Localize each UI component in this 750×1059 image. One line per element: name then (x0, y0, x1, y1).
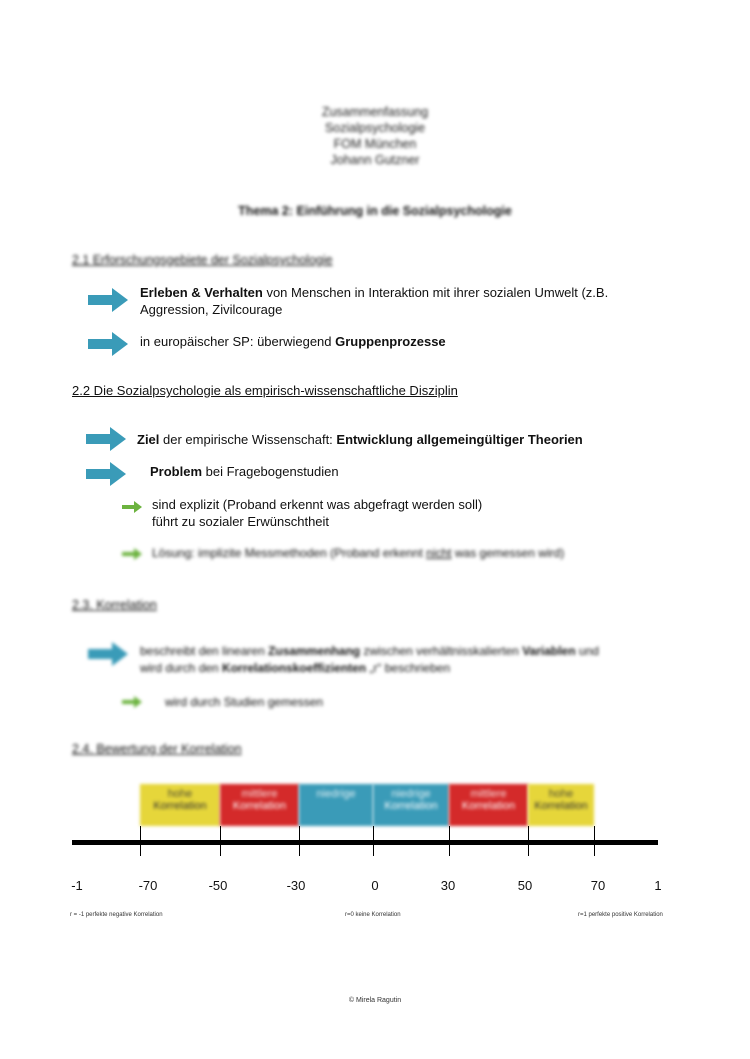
band-label-top: niedrige (391, 788, 431, 800)
band-label-top: niedrige (316, 788, 356, 800)
arrow-right-icon (86, 427, 126, 451)
item-bold-text: Ziel (137, 432, 160, 447)
document-header (0, 104, 750, 168)
tick-label: 70 (590, 878, 606, 893)
sub-text-line-2: führt zu sozialer Erwünschtheit (152, 514, 330, 529)
band-high-positive (528, 784, 594, 826)
band-medium-positive (449, 784, 528, 826)
tick-label: 30 (440, 878, 456, 893)
sub-text: was gemessen wird) (451, 546, 565, 560)
item-text: von Menschen in Interaktion mit ihrer sozialen Umwelt (z.B. (262, 285, 609, 300)
arrow-right-icon (86, 462, 126, 486)
sub-text-underlined: nicht (426, 546, 452, 560)
item-bold-text: Erleben & Verhalten (140, 285, 263, 300)
sub-text-line-1: sind explizit (Proband erkennt was abgefragt werden soll) (152, 497, 483, 512)
band-medium-negative (220, 784, 299, 826)
band-label-bottom: Korrelation (153, 800, 207, 812)
band-label-top: hohe (548, 788, 574, 800)
band-label-bottom: Korrelation (461, 800, 516, 812)
item-text: „r“ beschrieben (366, 661, 451, 675)
band-label-top: mittlere (241, 788, 278, 800)
item-text: wird durch den (140, 661, 223, 675)
item-text: der empirische Wissenschaft: (159, 432, 337, 447)
arrow-right-small-icon (122, 696, 142, 708)
band-label-bottom: Korrelation (534, 800, 588, 812)
copyright-footer: © Mirela Ragutin (348, 997, 402, 1004)
item-bold-text: Problem (150, 464, 203, 479)
correlation-scale-axis (72, 840, 658, 845)
band-high-negative (140, 784, 220, 826)
arrow-right-icon (88, 332, 128, 356)
note-perfect-negative: r = -1 perfekte negative Korrelation (70, 912, 163, 918)
section-2-4-heading: 2.4. Bewertung der Korrelation (72, 742, 242, 756)
note-perfect-positive: r=1 perfekte positive Korrelation (578, 912, 663, 918)
item-text: zwischen verhältnisskalierten (360, 644, 523, 658)
tick-label: 50 (517, 878, 533, 893)
topic-title: Thema 2: Einführung in die Sozialpsychologie (238, 204, 512, 218)
item-bold-text: Entwicklung allgemeingültiger Theorien (336, 432, 583, 447)
section-2-1-item-2 (140, 333, 446, 350)
tick-label: 0 (371, 878, 379, 893)
item-text: beschreibt den linearen (140, 644, 269, 658)
tick-mark (373, 826, 374, 856)
tick-label: -50 (208, 878, 228, 893)
tick-label: -1 (71, 878, 83, 893)
section-2-2-item-1 (137, 431, 583, 448)
band-label-bottom: Korrelation (384, 800, 438, 812)
band-low-negative (299, 784, 373, 826)
band-label-bottom: Korrelation (232, 800, 287, 812)
section-2-2-sub-1 (152, 496, 482, 530)
section-2-3-sub-1: wird durch Studien gemessen (165, 695, 324, 709)
section-2-1-item-1 (140, 284, 680, 318)
section-2-1-heading: 2.1 Erforschungsgebiete der Sozialpsychologie (72, 253, 333, 267)
item-text: und (575, 644, 599, 658)
section-2-2-heading: 2.2 Die Sozialpsychologie als empirisch-wissenschaftliche Disziplin (72, 383, 458, 398)
item-bold-text: Gruppenprozesse (335, 334, 446, 349)
section-2-3-item-1 (140, 643, 680, 677)
section-2-3-heading: 2.3. Korrelation (72, 598, 157, 612)
item-text-line-2: Aggression, Zivilcourage (140, 302, 283, 317)
tick-mark (594, 826, 595, 856)
arrow-right-icon (88, 288, 128, 312)
header-line-3: FOM München (333, 137, 417, 151)
item-bold-text: Zusammenhang (268, 644, 361, 658)
band-low-positive (373, 784, 449, 826)
section-2-2-sub-2 (152, 545, 564, 562)
tick-mark (528, 826, 529, 856)
section-2-2-item-2 (150, 463, 339, 480)
arrow-right-small-icon (122, 548, 142, 560)
item-text: in europäischer SP: überwiegend (140, 334, 336, 349)
item-text: bei Fragebogenstudien (202, 464, 339, 479)
band-label-top: hohe (167, 788, 193, 800)
header-line-2: Sozialpsychologie (324, 121, 426, 135)
arrow-right-icon (88, 642, 128, 666)
item-bold-text: Variablen (522, 644, 576, 658)
note-no-correlation: r=0 keine Korrelation (345, 912, 401, 918)
item-bold-text: Korrelationskoeffizienten (222, 661, 367, 675)
header-line-4: Johann Gutzner (330, 153, 420, 167)
tick-label: -30 (286, 878, 306, 893)
band-label-top: mittlere (470, 788, 507, 800)
tick-label: -70 (138, 878, 158, 893)
arrow-right-small-icon (122, 501, 142, 513)
tick-mark (140, 826, 141, 856)
tick-label: 1 (654, 878, 662, 893)
sub-text: Lösung: implizite Messmethoden (Proband erkennt (152, 546, 427, 560)
header-line-1: Zusammenfassung (321, 105, 429, 119)
tick-mark (449, 826, 450, 856)
tick-mark (220, 826, 221, 856)
tick-mark (299, 826, 300, 856)
